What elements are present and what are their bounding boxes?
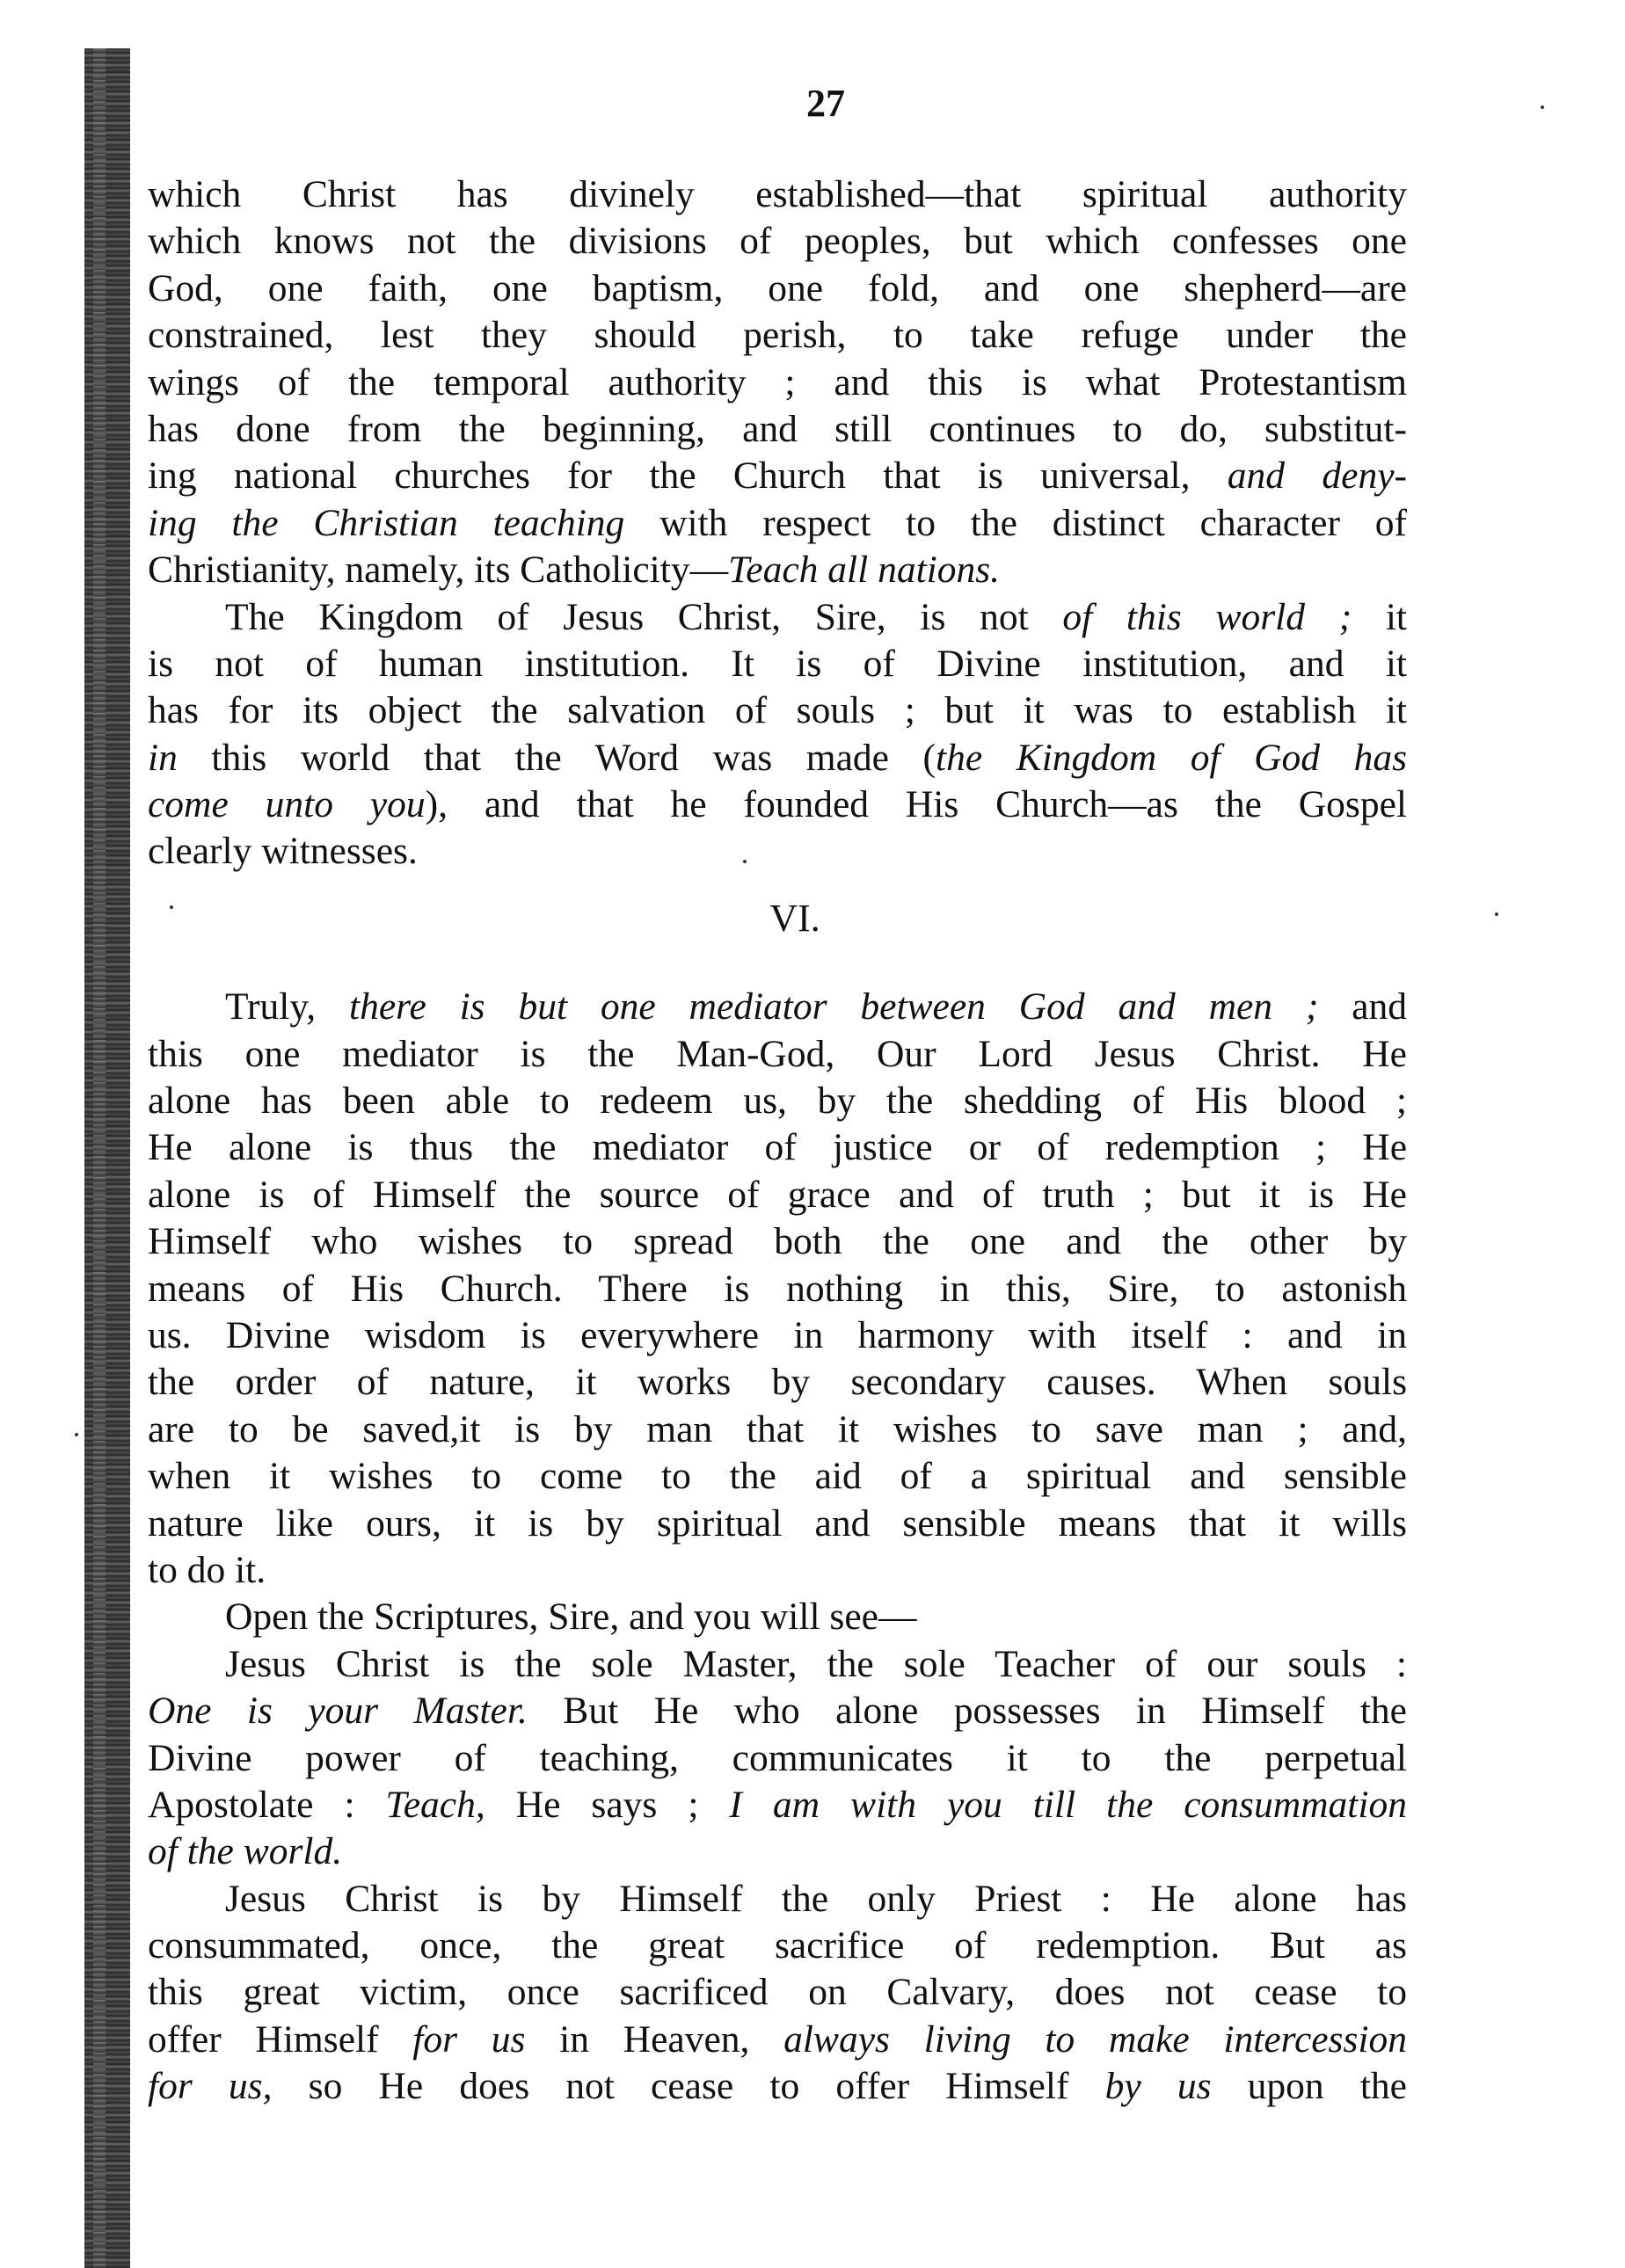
- text-line: Christianity, namely, its Catholicity—Teach all nations.: [148, 549, 1001, 592]
- text-line: wings of the temporal authority ; and this is what Protestantism: [148, 360, 1407, 403]
- text-line: for us, so He does not cease to offer Himself by us upon the: [148, 2065, 1407, 2108]
- scan-speck: [743, 860, 747, 863]
- paragraph-5: [148, 1641, 1407, 1876]
- text-line: consummated, once, the great sacrifice of redemption. But as: [148, 1924, 1407, 1967]
- text-line: us. Divine wisdom is everywhere in harmony with itself : and in: [148, 1313, 1407, 1356]
- text-line: ing national churches for the Church that is universal, and deny-: [148, 454, 1407, 498]
- text-line: ing the Christian teaching with respect to the distinct character of: [148, 501, 1407, 544]
- text-line: One is your Master. But He who alone possesses in Himself the: [148, 1690, 1407, 1733]
- text-line: nature like ours, it is by spiritual and sensible means that it wills: [148, 1501, 1407, 1545]
- paragraph-4: [148, 1594, 1407, 1640]
- text-line: clearly witnesses.: [148, 830, 418, 873]
- book-binding-edge: [84, 48, 130, 2268]
- text-line: The Kingdom of Jesus Christ, Sire, is not of this world ; it: [225, 595, 1408, 638]
- text-line: has done from the beginning, and still continues to do, substitut-: [148, 407, 1407, 450]
- text-line: Open the Scriptures, Sire, and you will see—: [225, 1596, 917, 1639]
- text-line: come unto you), and that he founded His Church—as the Gospel: [148, 783, 1407, 826]
- text-line: which Christ has divinely established—that spiritual authority: [148, 173, 1407, 215]
- scan-speck: [1541, 105, 1544, 109]
- page-number: 27: [806, 82, 845, 125]
- paragraph-3: [148, 984, 1407, 1594]
- text-line: has for its object the salvation of souls ; but it was to establish it: [148, 689, 1407, 732]
- text-line: Jesus Christ is the sole Master, the sole Teacher of our souls :: [225, 1642, 1407, 1685]
- text-line: Himself who wishes to spread both the one and the other by: [148, 1220, 1407, 1263]
- paragraph-1: [148, 171, 1407, 594]
- text-column: [148, 171, 1407, 2111]
- paragraph-2: [148, 594, 1407, 876]
- paragraph-6: [148, 1876, 1407, 2111]
- text-line: Jesus Christ is by Himself the only Priest : He alone has: [225, 1877, 1407, 1920]
- section-heading: VI.: [769, 896, 820, 940]
- text-line: He alone is thus the mediator of justice or of redemption ; He: [148, 1126, 1407, 1169]
- text-line: are to be saved,it is by man that it wishes to save man ; and,: [148, 1407, 1407, 1450]
- text-line: when it wishes to come to the aid of a spiritual and sensible: [148, 1455, 1407, 1498]
- text-line: which knows not the divisions of peoples, but which confesses one: [148, 220, 1407, 263]
- text-line: this one mediator is the Man-God, Our Lord Jesus Christ. He: [148, 1032, 1407, 1075]
- scan-speck: [1495, 912, 1498, 916]
- text-line: Truly, there is but one mediator between God and men ; and: [225, 985, 1407, 1029]
- text-line: means of His Church. There is nothing in this, Sire, to astonish: [148, 1267, 1407, 1310]
- scan-speck: [170, 905, 173, 909]
- text-line: alone has been able to redeem us, by the shedding of His blood ;: [148, 1079, 1407, 1123]
- text-line: to do it.: [148, 1548, 266, 1591]
- text-line: constrained, lest they should perish, to take refuge under the: [148, 314, 1407, 357]
- text-line: is not of human institution. It is of Divine institution, and it: [148, 642, 1407, 685]
- text-line: God, one faith, one baptism, one fold, and one shepherd—are: [148, 266, 1407, 309]
- text-line: alone is of Himself the source of grace and of truth ; but it is He: [148, 1173, 1407, 1216]
- text-line: the order of nature, it works by secondary causes. When souls: [148, 1361, 1407, 1404]
- text-line: offer Himself for us in Heaven, always living to make intercession: [148, 2017, 1408, 2061]
- scan-speck: [75, 1433, 78, 1436]
- text-line: in this world that the Word was made (the Kingdom of God has: [148, 736, 1407, 779]
- text-line: this great victim, once sacrificed on Calvary, does not cease to: [148, 1971, 1407, 2014]
- text-line: of the world.: [148, 1830, 343, 1873]
- text-line: Apostolate : Teach, He says ; I am with you till the consummation: [148, 1783, 1407, 1826]
- text-line: Divine power of teaching, communicates it to the perpetual: [148, 1736, 1407, 1779]
